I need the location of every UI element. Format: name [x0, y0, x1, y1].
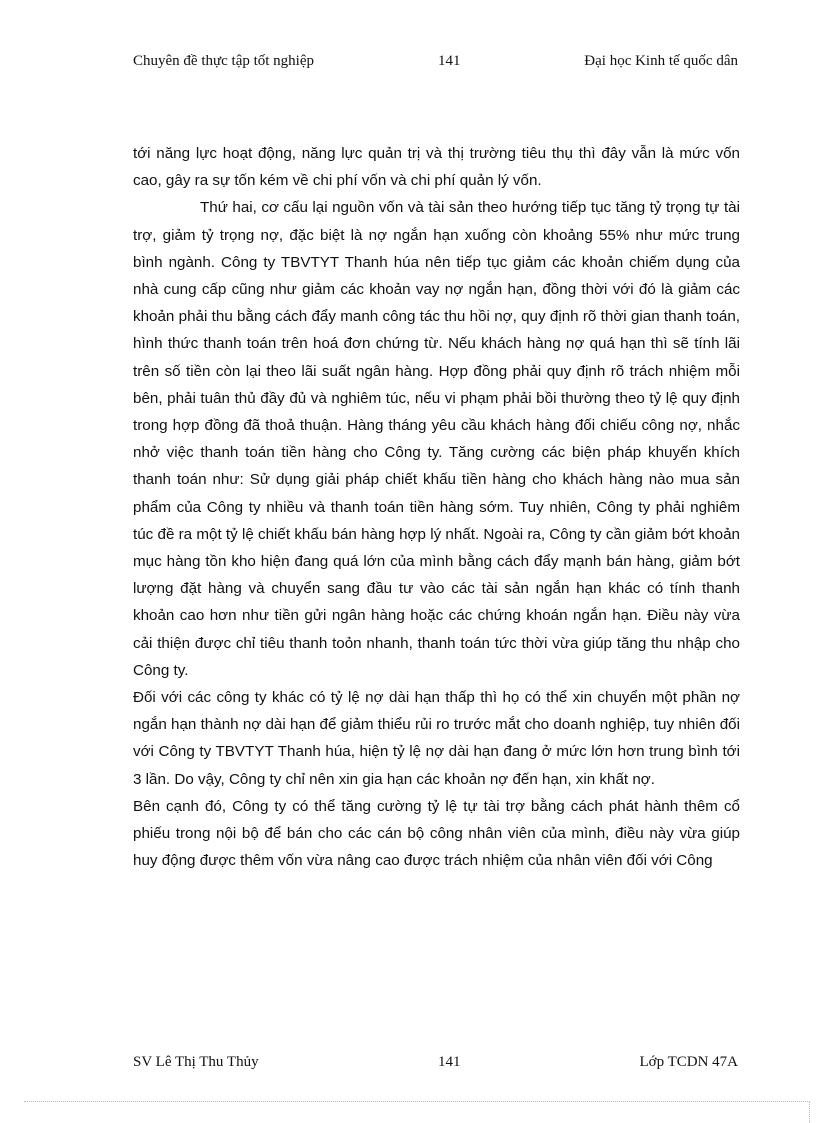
paragraph-4: Bên cạnh đó, Công ty có thể tăng cường tỷ lệ tự tài trợ bằng cách phát hành thêm cổ phiếu trong nội bộ để bán cho các cán bộ công nhân viên của mình, điều này vừa giúp huy động được thêm vốn vừa nâng cao được trách nhiệm của nhân viên đối với Công [133, 797, 740, 870]
footer-page-number: 141 [438, 1054, 461, 1070]
footer-student-name: SV Lê Thị Thu Thủy [133, 1054, 259, 1070]
paragraph-3: Đối với các công ty khác có tỷ lệ nợ dài hạn thấp thì họ có thể xin chuyển một phần nợ ngắn hạn thành nợ dài hạn để giảm thiểu rủi ro trước mắt cho doanh nghiệp, tuy nhiên đối với Công ty TBVTYT Thanh húa, hiện tỷ lệ nợ dài hạn đang ở mức lớn hơn trung bình tới 3 lần. Do vậy, Công ty chỉ nên xin gia hạn các khoản nợ đến hạn, xin khất nợ. [133, 689, 740, 788]
paragraph-2: Thứ hai, cơ cấu lại nguồn vốn và tài sản theo hướng tiếp tục tăng tỷ trọng tự tài trợ, giảm tỷ trọng nợ, đặc biệt là nợ ngắn hạn xuống còn khoảng 55% như mức trung bình ngành. Công ty TBVTYT Thanh húa nên tiếp tục giảm các khoản chiếm dụng của nhà cung cấp cũng như giảm các khoản vay nợ ngắn hạn, đồng thời với đó là giảm các khoản phải thu bằng cách đẩy manh công tác thu hồi nợ, quy định rõ thời gian thanh toán, hình thức thanh toán trên hoá đơn chứng từ. Nếu khách hàng nợ quá hạn thì sẽ tính lãi trên số tiền còn lại theo lãi suất ngân hàng. Hợp đồng phải quy định rõ trách nhiệm mỗi bên, phải tuân thủ đầy đủ và nghiêm túc, nếu vi phạm phải bồi thường theo tỷ lệ quy định trong hợp đồng đã thoả thuận. Hàng tháng yêu cầu khách hàng đối chiếu công nợ, nhắc nhở việc thanh toán tiền hàng cho Công ty. Tăng cường các biện pháp khuyến khích thanh toán như: Sử dụng giải pháp chiết khấu tiền hàng cho khách hàng nào mua sản phẩm của Công ty nhiều và thanh toán tiền hàng sớm. Tuy nhiên, Công ty phải nghiêm túc đề ra một tỷ lệ chiết khấu bán hàng hợp lý nhất. Ngoài ra, Công ty cần giảm bớt khoản mục hàng tồn kho hiện đang quá lớn của mình bằng cách đẩy mạnh bán hàng, giảm bớt lượng đặt hàng và chuyển sang đầu tư vào các tài sản ngắn hạn khác có tính thanh khoản cao hơn như tiền gửi ngân hàng hoặc các chứng khoán ngắn hạn. Điều này vừa cải thiện được chỉ tiêu thanh toỏn nhanh, thanh toán tức thời vừa giúp tăng thu nhập cho Công ty. [133, 199, 740, 679]
header-thesis-title: Chuyên đề thực tập tốt nghiệp [133, 53, 315, 69]
page-header [133, 53, 738, 73]
header-page-number: 141 [438, 53, 461, 69]
header-university: Đại học Kinh tế quốc dân [584, 53, 738, 69]
footer-class: Lớp TCDN 47A [639, 1054, 738, 1070]
paragraph-1: tới năng lực hoạt động, năng lực quản trị và thị trường tiêu thụ thì đây vẫn là mức vốn cao, gây ra sự tốn kém về chi phí vốn và chi phí quản lý vốn. [133, 145, 740, 190]
page-break-rule [24, 1101, 810, 1102]
page-break-edge [809, 1101, 810, 1123]
document-body [133, 140, 740, 874]
page-footer [133, 1054, 738, 1074]
